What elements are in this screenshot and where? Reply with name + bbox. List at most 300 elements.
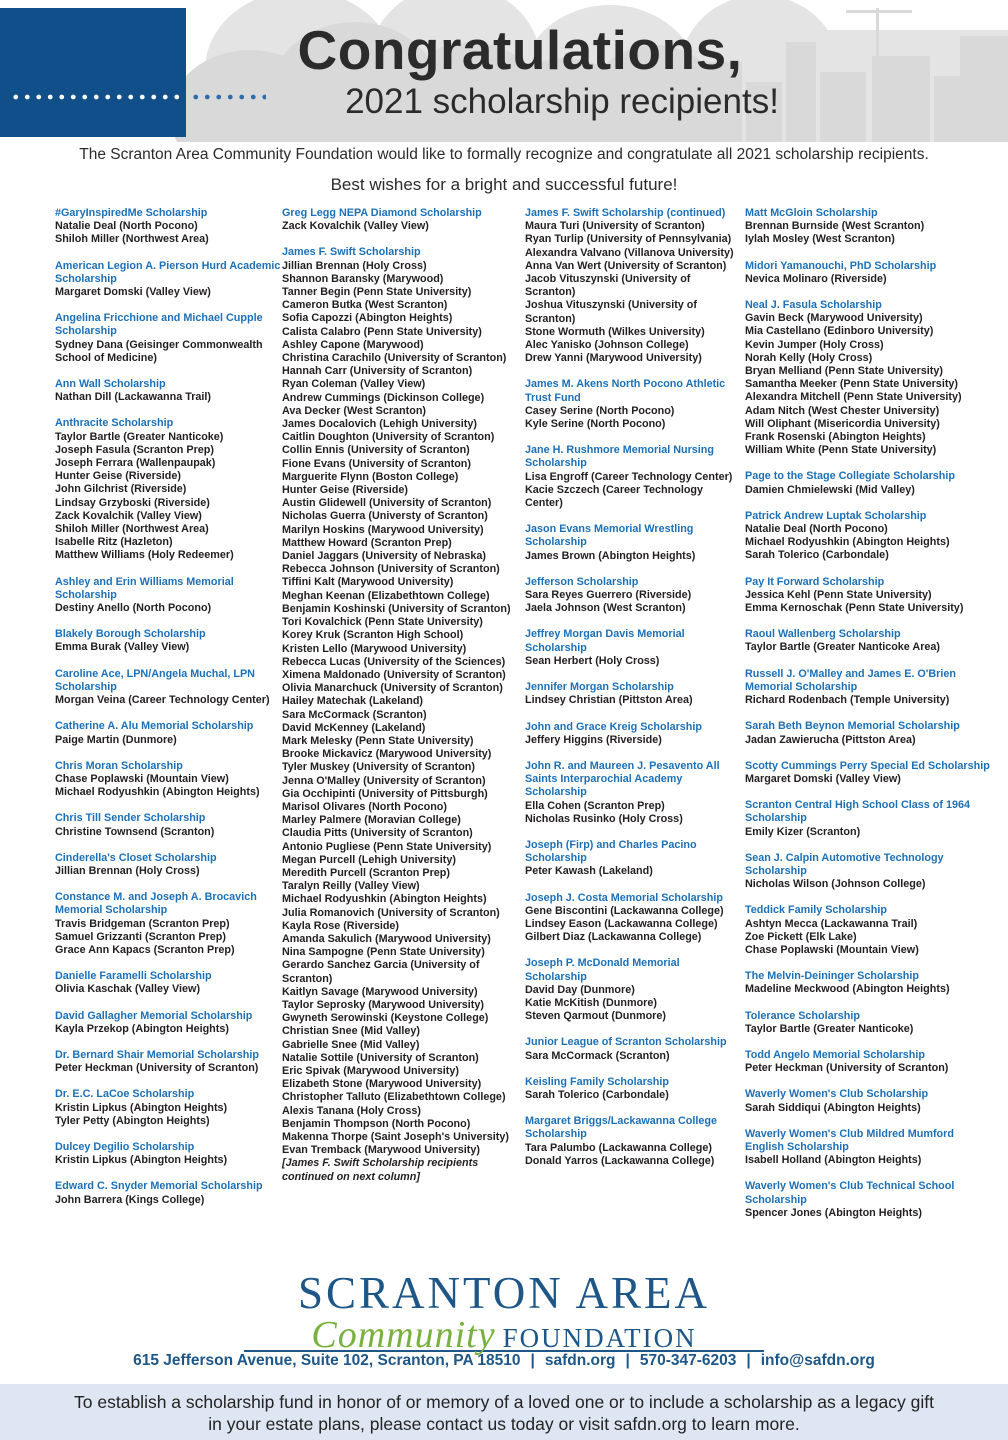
scholarship-title: Russell J. O'Malley and James E. O'Brien Memorial Scholarship [745, 667, 956, 693]
recipient-name: Caitlin Doughton (University of Scranton) [282, 431, 495, 444]
recipient-name: Matthew Williams (Holy Redeemer) [55, 549, 234, 562]
recipient-name: Drew Yanni (Marywood University) [525, 352, 702, 365]
recipient-name: Shiloh Miller (Northwest Area) [55, 523, 209, 536]
scholarship-title: Midori Yamanouchi, PhD Scholarship [745, 259, 937, 272]
scholarship-title: Greg Legg NEPA Diamond Scholarship [282, 207, 482, 219]
recipient-name: Stone Wormuth (Wilkes University) [525, 325, 705, 338]
recipient-name: Antonio Pugliese (Penn State University) [282, 840, 492, 853]
scholarship-section [745, 720, 991, 746]
recipient-name: Jillian Brennan (Holy Cross) [55, 864, 200, 877]
recipient-name: Sean Herbert (Holy Cross) [525, 654, 660, 667]
logo-community: Community [311, 1314, 496, 1357]
recipient-name: Eric Spivak (Marywood University) [282, 1065, 460, 1077]
separator: | [625, 1352, 630, 1369]
recipient-name: Sarah Tolerico (Carbondale) [525, 1088, 669, 1101]
recipient-name: Marilyn Hoskins (Marywood University) [282, 523, 484, 536]
recipient-name: Zack Kovalchik (Valley View) [55, 509, 202, 522]
recipient-name: Will Oliphant (Misericordia University) [745, 417, 940, 430]
scholarship-section [525, 839, 743, 879]
recipient-name: Frank Rosenski (Abington Heights) [745, 431, 926, 444]
scholarship-section [525, 444, 743, 510]
recipient-name: Iylah Mosley (West Scranton) [745, 233, 895, 246]
scholarship-title: Blakely Borough Scholarship [55, 628, 206, 641]
logo-foundation: FOUNDATION [502, 1323, 697, 1354]
recipient-name: Rebecca Johnson (University of Scranton) [282, 563, 500, 576]
recipient-name: Casey Serine (North Pocono) [525, 404, 675, 417]
recipient-name: Jaela Johnson (West Scranton) [525, 602, 686, 615]
recipient-name: Kaitlyn Savage (Marywood University) [282, 985, 478, 998]
scholarship-section [55, 628, 281, 654]
recipient-name: Tiffini Kalt (Marywood University) [282, 576, 454, 589]
scholarship-title: Constance M. and Joseph A. Brocavich Memorial Scholarship [55, 891, 257, 917]
recipient-name: Mark Melesky (Penn State University) [282, 734, 474, 747]
scholarship-section [745, 904, 991, 957]
scholarship-section [745, 1049, 991, 1075]
recipient-name: Zack Kovalchik (Valley View) [282, 220, 429, 233]
recipient-name: Matthew Howard (Scranton Prep) [282, 536, 452, 549]
recipient-name: Richard Rodenbach (Temple University) [745, 694, 950, 707]
recipient-name: Tyler Muskey (University of Scranton) [282, 761, 475, 774]
scholarship-section [745, 1128, 991, 1168]
recipient-name: Katie McKitish (Dunmore) [525, 996, 657, 1009]
scholarship-title: Cinderella's Closet Scholarship [55, 851, 217, 864]
scholarship-title: Neal J. Fasula Scholarship [745, 299, 882, 312]
scholarship-title: Matt McGloin Scholarship [745, 207, 878, 219]
recipient-name: Nicholas Wilson (Johnson College) [745, 878, 926, 891]
scholarship-section [745, 207, 991, 247]
scholarship-title: James F. Swift Scholarship (continued) [525, 207, 726, 219]
separator: | [746, 1352, 751, 1369]
recipient-name: Margaret Domski (Valley View) [745, 772, 901, 785]
scholarship-title: Sean J. Calpin Automotive Technology Scholarship [745, 851, 944, 877]
email-link[interactable]: info@safdn.org [760, 1352, 875, 1369]
scholarship-section [745, 760, 991, 786]
recipient-name: John Barrera (Kings College) [55, 1193, 205, 1206]
scholarship-section [55, 760, 281, 800]
scholarship-title: Ashley and Erin Williams Memorial Scholarship [55, 575, 234, 601]
recipient-name: Taylor Bartle (Greater Nanticoke) [55, 430, 224, 443]
recipient-name: Emma Kernoschak (Penn State University) [745, 602, 964, 615]
recipient-name: Samantha Meeker (Penn State University) [745, 378, 959, 391]
scholarship-title: Chris Moran Scholarship [55, 759, 183, 772]
scholarship-title: John R. and Maureen J. Pesavento All Saints Interparochial Academy Scholarship [525, 759, 720, 799]
recipient-name: Kacie Szczech (Career Technology Center) [525, 483, 704, 510]
recipient-name: Lisa Engroff (Career Technology Center) [525, 470, 733, 483]
recipient-name: Benjamin Thompson (North Pocono) [282, 1117, 471, 1130]
recipient-name: Shannon Baransky (Marywood) [282, 272, 444, 285]
recipient-name: Ryan Turlip (University of Pennsylvania) [525, 233, 732, 246]
recipient-name: Daniel Jaggars (University of Nebraska) [282, 550, 487, 563]
recipients-column-2 [282, 207, 520, 1197]
scholarship-section [282, 207, 520, 233]
recipient-name: Nina Sampogne (Penn State University) [282, 946, 485, 959]
scholarship-title: Anthracite Scholarship [55, 417, 174, 430]
recipient-name: Sofia Capozzi (Abington Heights) [282, 312, 453, 325]
scholarship-section [55, 720, 281, 746]
recipient-name: Joseph Fasula (Scranton Prep) [55, 443, 214, 456]
scholarship-section [55, 668, 281, 708]
scholarship-section [525, 957, 743, 1023]
scholarship-title: Patrick Andrew Luptak Scholarship [745, 509, 927, 522]
scholarship-title: Page to the Stage Collegiate Scholarship [745, 470, 955, 483]
recipient-name: Michael Rodyushkin (Abington Heights) [745, 536, 950, 549]
recipient-name: James Brown (Abington Heights) [525, 549, 696, 562]
recipient-name: Cameron Butka (West Scranton) [282, 299, 448, 312]
scholarship-section [745, 799, 991, 839]
recipient-name: Alexandra Valvano (Villanova University) [525, 246, 734, 259]
scholarship-title: James M. Akens North Pocono Athletic Trust Fund [525, 378, 726, 404]
phone-number: 570-347-6203 [639, 1352, 737, 1369]
scholarship-title: Scotty Cummings Perry Special Ed Scholarship [745, 759, 990, 772]
recipient-name: Christian Snee (Mid Valley) [282, 1025, 420, 1038]
page-subtitle: 2021 scholarship recipients! [345, 81, 779, 121]
scholarship-section [55, 576, 281, 616]
recipient-name: Tori Kovalchick (Penn State University) [282, 616, 483, 629]
recipient-name: Gwyneth Serowinski (Keystone College) [282, 1012, 489, 1025]
scholarship-title: Teddick Family Scholarship [745, 904, 887, 917]
recipients-column-3 [525, 207, 743, 1181]
scholarship-title: The Melvin-Deininger Scholarship [745, 970, 919, 983]
recipient-name: Jillian Brennan (Holy Cross) [282, 259, 427, 272]
recipient-name: Nathan Dill (Lackawanna Trail) [55, 391, 211, 404]
recipient-name: Sara McCormack (Scranton) [525, 1049, 670, 1062]
recipient-name: Julia Romanovich (University of Scranton) [282, 906, 500, 919]
recipient-name: David Day (Dunmore) [525, 983, 635, 996]
scholarship-section [282, 246, 520, 1183]
recipient-name: Marley Palmere (Moravian College) [282, 814, 461, 827]
scholarship-title: American Legion A. Pierson Hurd Academic Scholarship [55, 259, 281, 285]
recipient-name: Christina Carachilo (University of Scranton) [282, 352, 507, 365]
scholarship-title: Jane H. Rushmore Memorial Nursing Scholarship [525, 444, 714, 470]
scholarship-title: John and Grace Kreig Scholarship [525, 720, 702, 733]
recipient-name: Isabelle Ritz (Hazleton) [55, 536, 173, 549]
recipient-name: Gene Biscontini (Lackawanna College) [525, 904, 724, 917]
recipient-name: Maura Turi (University of Scranton) [525, 220, 705, 233]
scholarship-title: Tolerance Scholarship [745, 1009, 861, 1022]
recipients-column-1 [55, 207, 281, 1220]
scholarship-section [525, 760, 743, 826]
scholarship-section [55, 852, 281, 878]
recipient-name: Peter Heckman (University of Scranton) [745, 1062, 949, 1075]
street-address: 615 Jefferson Avenue, Suite 102, Scranton, PA 18510 [133, 1352, 521, 1369]
recipient-name: Natalie Sottile (University of Scranton) [282, 1051, 479, 1064]
scholarship-section [525, 207, 743, 365]
scholarship-title: Jefferson Scholarship [525, 575, 639, 588]
scholarship-title: James F. Swift Scholarship [282, 246, 421, 259]
recipient-name: Elizabeth Stone (Marywood University) [282, 1078, 482, 1091]
recipient-name: Emma Burak (Valley View) [55, 641, 190, 654]
blue-accent-box [0, 8, 186, 137]
scholarship-section [745, 668, 991, 708]
scholarship-section [525, 892, 743, 945]
recipient-name: Travis Bridgeman (Scranton Prep) [55, 917, 230, 930]
recipient-name: Peter Kawash (Lakeland) [525, 865, 653, 878]
scholarship-section [525, 1036, 743, 1062]
scholarship-title: Pay It Forward Scholarship [745, 575, 885, 588]
scholarship-section [525, 721, 743, 747]
recipient-name: Kayla Przekop (Abington Heights) [55, 1022, 229, 1035]
recipient-name: Claudia Pitts (University of Scranton) [282, 827, 473, 840]
recipient-name: Nicholas Rusinko (Holy Cross) [525, 812, 683, 825]
recipient-name: Christine Townsend (Scranton) [55, 825, 215, 838]
recipient-name: John Gilchrist (Riverside) [55, 483, 187, 496]
recipient-name: Jenna O'Malley (University of Scranton) [282, 774, 486, 787]
scholarship-title: Joseph (Firp) and Charles Pacino Scholarship [525, 838, 697, 865]
recipient-name: Taylor Bartle (Greater Nanticoke Area) [745, 641, 941, 654]
recipient-name: Michael Rodyushkin (Abington Heights) [282, 893, 487, 906]
recipient-name: Benjamin Koshinski (University of Scranton) [282, 602, 511, 615]
hero-text [230, 20, 810, 122]
scholarship-section [745, 1088, 991, 1114]
header [0, 0, 1008, 142]
scholarship-section [745, 970, 991, 996]
recipient-name: Hunter Geise (Riverside) [55, 470, 182, 483]
recipient-name: Ella Cohen (Scranton Prep) [525, 799, 665, 812]
recipient-name: Grace Ann Kapacs (Scranton Prep) [55, 943, 235, 956]
recipient-name: Christopher Talluto (Elizabethtown College) [282, 1091, 506, 1104]
recipient-name: Sara McCormack (Scranton) [282, 708, 427, 721]
scholarship-section [745, 576, 991, 616]
legacy-gift-banner [0, 1384, 1008, 1440]
recipient-name: Meghan Keenan (Elizabethtown College) [282, 589, 490, 602]
recipient-name: Nevica Molinaro (Riverside) [745, 272, 887, 285]
recipient-name: Jacob Vituszynski (University of Scranton) [525, 273, 691, 299]
recipient-name: Marguerite Flynn (Boston College) [282, 470, 459, 483]
recipient-name: Hunter Geise (Riverside) [282, 484, 409, 497]
recipients-columns [0, 207, 1008, 1265]
scholarship-title: #GaryInspiredMe Scholarship [55, 207, 208, 219]
scholarship-title: Angelina Fricchione and Michael Cupple Scholarship [55, 312, 263, 338]
scholarship-section [55, 207, 281, 247]
recipient-name: Kayla Rose (Riverside) [282, 919, 400, 932]
recipient-name: Brennan Burnside (West Scranton) [745, 220, 925, 233]
recipient-name: Tara Palumbo (Lackawanna College) [525, 1141, 712, 1154]
recipient-name: Rebecca Lucas (University of the Sciences) [282, 655, 506, 668]
recipient-name: Meredith Purcell (Scranton Prep) [282, 866, 450, 879]
recipient-name: Jadan Zawierucha (Pittston Area) [745, 733, 916, 746]
page-title: Congratulations, [297, 19, 743, 81]
continuation-note: [James F. Swift Scholarship recipients continued on next column] [282, 1157, 479, 1183]
recipient-name: Ashtyn Mecca (Lackawanna Trail) [745, 917, 918, 930]
recipient-name: Morgan Veina (Career Technology Center) [55, 694, 270, 707]
scholarship-title: Waverly Women's Club Technical School Scholarship [745, 1180, 955, 1206]
recipient-name: Emily Kizer (Scranton) [745, 825, 861, 838]
recipient-name: Sydney Dana (Geisinger Commonwealth School of Medicine) [55, 338, 263, 364]
recipient-name: Tanner Begin (Penn State University) [282, 286, 472, 299]
recipient-name: Ximena Maldonado (University of Scranton) [282, 668, 506, 681]
scholarship-title: Joseph P. McDonald Memorial Scholarship [525, 957, 680, 983]
recipient-name: Gia Occhipinti (University of Pittsburgh) [282, 787, 488, 800]
recipient-name: Joshua Vituszynski (University of Scranton) [525, 299, 698, 325]
recipient-name: Norah Kelly (Holy Cross) [745, 351, 873, 364]
recipient-name: Kevin Jumper (Holy Cross) [745, 338, 884, 351]
scholarship-title: Jennifer Morgan Scholarship [525, 681, 674, 694]
recipient-name: Sarah Tolerico (Carbondale) [745, 549, 889, 562]
recipient-name: Makenna Thorpe (Saint Joseph's University) [282, 1131, 509, 1144]
recipient-name: Kristen Lello (Marywood University) [282, 642, 467, 655]
scholarship-title: Danielle Faramelli Scholarship [55, 970, 212, 983]
scholarship-section [55, 1180, 281, 1206]
scholarship-title: Catherine A. Alu Memorial Scholarship [55, 720, 254, 733]
recipient-name: Sarah Siddiqui (Abington Heights) [745, 1101, 921, 1114]
scholarship-section [55, 312, 281, 365]
recipient-name: Alexandra Mitchell (Penn State University) [745, 391, 962, 404]
recipient-name: Jessica Kehl (Penn State University) [745, 588, 932, 601]
scholarship-section [745, 260, 991, 286]
recipient-name: Margaret Domski (Valley View) [55, 286, 211, 299]
scholarship-section [55, 891, 281, 957]
recipient-name: Kyle Serine (North Pocono) [525, 418, 666, 431]
banner-text-line1: To establish a scholarship fund in honor of or memory of a loved one or to include a scholarship as a legacy gift [74, 1392, 934, 1412]
recipient-name: Anna Van Wert (University of Scranton) [525, 259, 727, 272]
recipient-name: Chase Poplawski (Mountain View) [745, 943, 919, 956]
recipient-name: Evan Tremback (Marywood University) [282, 1144, 481, 1157]
scholarship-section [745, 470, 991, 496]
scholarship-title: Jason Evans Memorial Wrestling Scholarship [525, 523, 694, 549]
scholarship-section [525, 378, 743, 431]
recipient-name: Spencer Jones (Abington Heights) [745, 1206, 922, 1219]
scholarship-title: Waverly Women's Club Mildred Mumford English Scholarship [745, 1127, 954, 1153]
scholarship-title: Jeffrey Morgan Davis Memorial Scholarship [525, 628, 685, 654]
recipient-name: James Docalovich (Lehigh University) [282, 418, 478, 431]
scholarship-section [55, 378, 281, 404]
scholarship-section [55, 1010, 281, 1036]
scholarship-title: Todd Angelo Memorial Scholarship [745, 1048, 925, 1061]
recipient-name: Gilbert Diaz (Lackawanna College) [525, 931, 702, 944]
banner-text-line2: in your estate plans, please contact us today or visit safdn.org to learn more. [208, 1414, 800, 1434]
recipient-name: Ryan Coleman (Valley View) [282, 378, 426, 391]
logo-bottom-row [0, 1313, 1008, 1357]
recipient-name: Jeffery Higgins (Riverside) [525, 733, 662, 746]
intro-text: The Scranton Area Community Foundation would like to formally recognize and congratulate all 2021 scholarship recipients. [79, 146, 929, 163]
recipient-name: Marisol Olivares (North Pocono) [282, 800, 447, 813]
recipients-column-4 [745, 207, 991, 1233]
recipient-name: Brooke Mickavicz (Marywood University) [282, 748, 492, 761]
recipient-name: Taylor Bartle (Greater Nanticoke) [745, 1022, 914, 1035]
intro-wishes-text: Best wishes for a bright and successful future! [330, 175, 678, 194]
recipient-name: Nicholas Guerra (Universty of Scranton) [282, 510, 488, 523]
recipient-name: Andrew Cummings (Dickinson College) [282, 391, 485, 404]
recipient-name: Sara Reyes Guerrero (Riverside) [525, 589, 692, 602]
recipient-name: Damien Chmielewski (Mid Valley) [745, 483, 915, 496]
recipient-name: Lindsey Eason (Lackawanna College) [525, 917, 718, 930]
scholarship-title: Joseph J. Costa Memorial Scholarship [525, 891, 723, 904]
website-link[interactable]: safdn.org [544, 1352, 616, 1369]
scholarship-title: Edward C. Snyder Memorial Scholarship [55, 1180, 263, 1193]
scholarship-title: Margaret Briggs/Lackawanna College Scholarship [525, 1115, 718, 1141]
recipient-name: Hailey Matechak (Lakeland) [282, 695, 424, 708]
recipient-name: Chase Poplawski (Mountain View) [55, 772, 229, 785]
recipient-name: Shiloh Miller (Northwest Area) [55, 233, 209, 246]
recipient-name: Joseph Ferrara (Wallenpaupak) [55, 457, 216, 470]
scholarship-title: Waverly Women's Club Scholarship [745, 1088, 929, 1101]
scholarship-section [745, 852, 991, 892]
recipient-name: Olivia Kaschak (Valley View) [55, 983, 201, 996]
scholarship-title: Chris Till Sender Scholarship [55, 812, 206, 825]
recipient-name: Michael Rodyushkin (Abington Heights) [55, 786, 260, 799]
recipient-name: Gabrielle Snee (Mid Valley) [282, 1038, 420, 1051]
recipient-name: Alexis Tanana (Holy Cross) [282, 1104, 421, 1117]
recipient-name: David McKenney (Lakeland) [282, 721, 426, 734]
scholarship-section [55, 417, 281, 562]
recipient-name: Korey Kruk (Scranton High School) [282, 629, 464, 642]
recipient-name: Calista Calabro (Penn State University) [282, 325, 482, 338]
scholarship-section [55, 812, 281, 838]
logo-scranton-area: SCRANTON AREA [298, 1268, 710, 1318]
recipient-name: William White (Penn State University) [745, 444, 937, 457]
recipient-name: Donald Yarros (Lackawanna College) [525, 1154, 715, 1167]
recipient-name: Isabell Holland (Abington Heights) [745, 1154, 922, 1167]
scholarship-section [525, 523, 743, 563]
recipient-name: Lindsey Christian (Pittston Area) [525, 694, 693, 707]
recipient-name: Olivia Manarchuck (University of Scranton) [282, 682, 503, 695]
recipient-name: Adam Nitch (West Chester University) [745, 404, 940, 417]
recipient-name: Madeline Meckwood (Abington Heights) [745, 983, 950, 996]
recipient-name: Destiny Anello (North Pocono) [55, 602, 212, 615]
recipient-name: Steven Qarmout (Dunmore) [525, 1010, 666, 1023]
scholarship-title: Caroline Ace, LPN/Angela Muchal, LPN Scholarship [55, 667, 255, 693]
scholarship-title: Junior League of Scranton Scholarship [525, 1036, 727, 1049]
recipient-name: Kristin Lipkus (Abington Heights) [55, 1154, 228, 1167]
scholarship-title: Raoul Wallenberg Scholarship [745, 628, 901, 641]
scholarship-section [745, 299, 991, 457]
white-dotted-line [10, 94, 182, 100]
scholarship-title: Scranton Central High School Class of 1964 Scholarship [745, 799, 970, 825]
recipient-name: Mia Castellano (Edinboro University) [745, 325, 934, 338]
recipient-name: Amanda Sakulich (Marywood University) [282, 932, 491, 945]
scholarship-section [745, 628, 991, 654]
recipient-name: Ashley Capone (Marywood) [282, 338, 424, 351]
recipient-name: Gavin Beck (Marywood University) [745, 312, 923, 325]
recipient-name: Paige Martin (Dunmore) [55, 733, 177, 746]
scholarship-title: Dr. E.C. LaCoe Scholarship [55, 1088, 195, 1101]
recipient-name: Austin Glidewell (University of Scranton) [282, 497, 492, 510]
scholarship-section [745, 1010, 991, 1036]
scholarship-section [55, 1049, 281, 1075]
recipient-name: Alec Yanisko (Johnson College) [525, 339, 689, 352]
scholarship-title: Dr. Bernard Shair Memorial Scholarship [55, 1048, 260, 1061]
recipient-name: Taylor Seprosky (Marywood University) [282, 998, 484, 1011]
scholarship-section [55, 970, 281, 996]
scholarship-section [55, 260, 281, 300]
recipient-name: Peter Heckman (University of Scranton) [55, 1062, 259, 1075]
recipient-name: Kristin Lipkus (Abington Heights) [55, 1101, 228, 1114]
recipient-name: Taralyn Reilly (Valley View) [282, 880, 420, 893]
scholarship-section [525, 1115, 743, 1168]
scholarship-section [55, 1088, 281, 1128]
foundation-logo [0, 1268, 1008, 1357]
separator: | [530, 1352, 535, 1369]
recipient-name: Samuel Grizzanti (Scranton Prep) [55, 930, 226, 943]
scholarship-section [745, 1180, 991, 1220]
scholarship-title: Keisling Family Scholarship [525, 1075, 669, 1088]
recipient-name: Hannah Carr (University of Scranton) [282, 365, 473, 378]
recipient-name: Natalie Deal (North Pocono) [745, 523, 888, 536]
recipient-name: Tyler Petty (Abington Heights) [55, 1114, 210, 1127]
scholarship-section [525, 681, 743, 707]
recipient-name: Lindsay Grzyboski (Riverside) [55, 496, 210, 509]
recipient-name: Collin Ennis (University of Scranton) [282, 444, 470, 457]
recipient-name: Natalie Deal (North Pocono) [55, 220, 198, 233]
scholarship-title: Dulcey Degilio Scholarship [55, 1140, 195, 1153]
scholarship-title: Ann Wall Scholarship [55, 378, 166, 391]
recipient-name: Megan Purcell (Lehigh University) [282, 853, 456, 866]
scholarship-section [525, 1076, 743, 1102]
recipient-name: Fione Evans (University of Scranton) [282, 457, 471, 470]
recipient-name: Bryan Melliand (Penn State University) [745, 365, 943, 378]
scholarship-section [525, 576, 743, 616]
scholarship-section [525, 628, 743, 668]
